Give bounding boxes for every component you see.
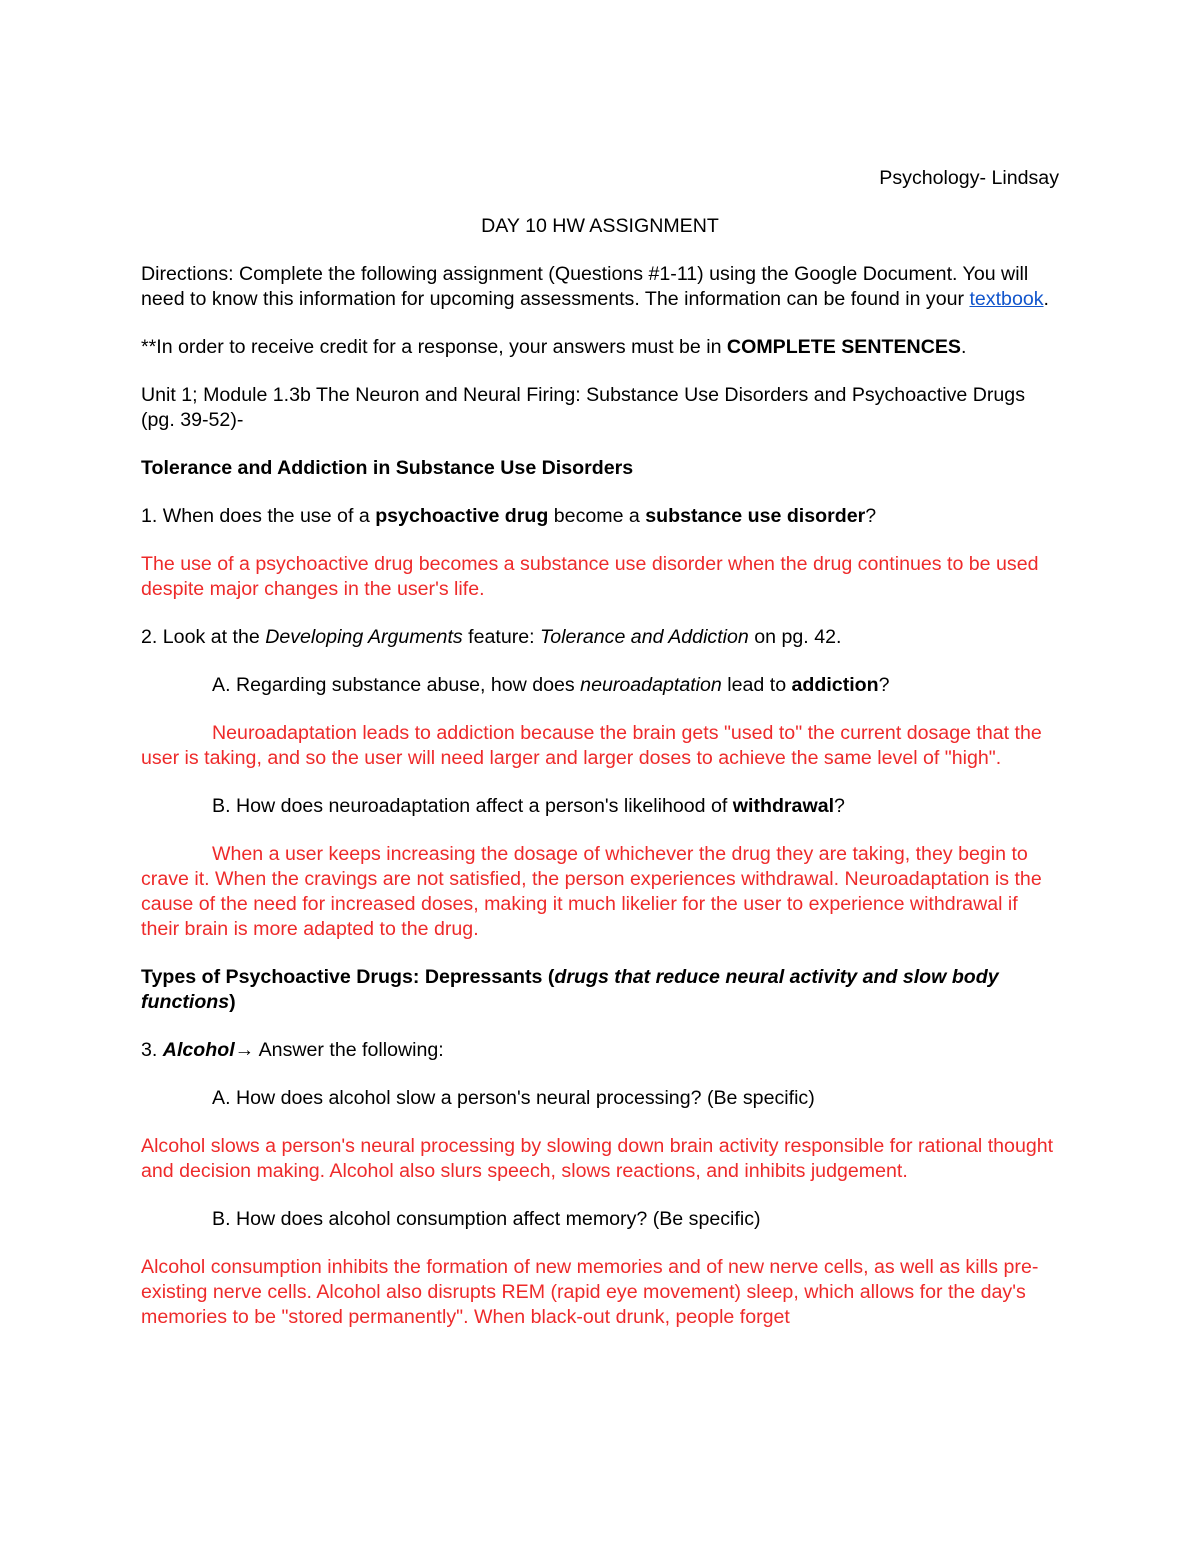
q1-text-e: ?: [865, 505, 877, 527]
directions-end: .: [1043, 288, 1049, 310]
answer-1: The use of a psychoactive drug becomes a substance use disorder when the drug continues to be used despite major changes in the user's life.: [141, 553, 1039, 600]
q2b-term-withdrawal: withdrawal: [732, 795, 835, 817]
q2-feature-name: Developing Arguments: [265, 626, 463, 648]
author-line: Psychology- Lindsay: [879, 167, 1059, 189]
answer-3a: Alcohol slows a person's neural processing by slowing down brain activity responsible for rational thought and decision making. Alcohol also slurs speech, slows reactions, and inhibits judgement.: [141, 1135, 1054, 1182]
answer-2a: Neuroadaptation leads to addiction because the brain gets "used to" the current dosage that the user is taking, and so the user will need larger and larger doses to achieve the same level of "high".: [141, 722, 1042, 769]
credit-note-suffix: .: [961, 336, 967, 358]
q1-term-psychoactive-drug: psychoactive drug: [375, 505, 549, 527]
question-2: [141, 625, 1059, 650]
answer-3b: Alcohol consumption inhibits the formation of new memories and of new nerve cells, as well as kills pre-existing nerve cells. Alcohol also disrupts REM (rapid eye movement) sleep, which allows for the day's memories to be "stored permanently". When black-out drunk, people forget: [141, 1256, 1039, 1328]
question-3b: B. How does alcohol consumption affect memory? (Be specific): [212, 1208, 761, 1230]
q2b-text-a: B. How does neuroadaptation affect a person's likelihood of: [212, 795, 733, 817]
section-heading-tolerance: [141, 456, 1059, 481]
q2a-text-c: lead to: [721, 674, 792, 696]
q2a-term-neuroadaptation: neuroadaptation: [580, 674, 722, 696]
credit-note-prefix: **In order to receive credit for a response, your answers must be in: [141, 336, 727, 358]
q2b-text-c: ?: [834, 795, 845, 817]
document-page: [141, 166, 1059, 1330]
directions-text: Directions: Complete the following assignment (Questions #1-11) using the Google Document. You will need to know this information for upcoming assessments. The information can be found in your: [141, 263, 1029, 310]
q3-text-c: → Answer the following:: [234, 1039, 444, 1061]
section2-definition: drugs that reduce neural activity and slow body functions: [141, 966, 999, 1013]
answer-2b: When a user keeps increasing the dosage of whichever the drug they are taking, they begin to crave it. When the cravings are not satisfied, the person experiences withdrawal. Neuroadaptation is the cause of the need for increased doses, making it much likelier for the user to experience withdrawal if their brain is more adapted to the drug.: [141, 843, 1042, 940]
question-1: [141, 504, 1059, 529]
unit-line: Unit 1; Module 1.3b The Neuron and Neural Firing: Substance Use Disorders and Psychoactive Drugs (pg. 39-52)-: [141, 384, 1025, 431]
q1-term-substance-use-disorder: substance use disorder: [645, 505, 866, 527]
section2-text-c: ): [229, 991, 236, 1013]
question-2b: [141, 794, 1059, 819]
section-heading-depressants: [141, 965, 1059, 1015]
section2-text-a: Types of Psychoactive Drugs: Depressants (: [141, 966, 555, 988]
q3-text-a: 3.: [141, 1039, 163, 1061]
q2-text-c: feature:: [462, 626, 541, 648]
q2-text-a: 2. Look at the: [141, 626, 266, 648]
section-heading-depressants-text: [141, 966, 999, 1013]
directions-paragraph: [141, 262, 1059, 312]
section-heading-tolerance-text: Tolerance and Addiction in Substance Use Disorders: [141, 457, 634, 479]
q2a-text-a: A. Regarding substance abuse, how does: [212, 674, 581, 696]
question-2a: [141, 673, 1059, 698]
q1-text-c: become a: [548, 505, 646, 527]
question-3: [141, 1038, 1059, 1063]
q2a-text-e: ?: [878, 674, 890, 696]
q3-term-alcohol: Alcohol: [162, 1039, 235, 1061]
textbook-link[interactable]: textbook: [969, 288, 1044, 310]
q1-text-a: 1. When does the use of a: [141, 505, 376, 527]
credit-note: [141, 335, 1059, 360]
page-title: DAY 10 HW ASSIGNMENT: [481, 215, 719, 237]
q2a-term-addiction: addiction: [791, 674, 879, 696]
credit-note-bold: COMPLETE SENTENCES: [726, 336, 961, 358]
q2-text-e: on pg. 42.: [748, 626, 842, 648]
q2-feature-title: Tolerance and Addiction: [540, 626, 749, 648]
question-3a: A. How does alcohol slow a person's neural processing? (Be specific): [212, 1087, 815, 1109]
